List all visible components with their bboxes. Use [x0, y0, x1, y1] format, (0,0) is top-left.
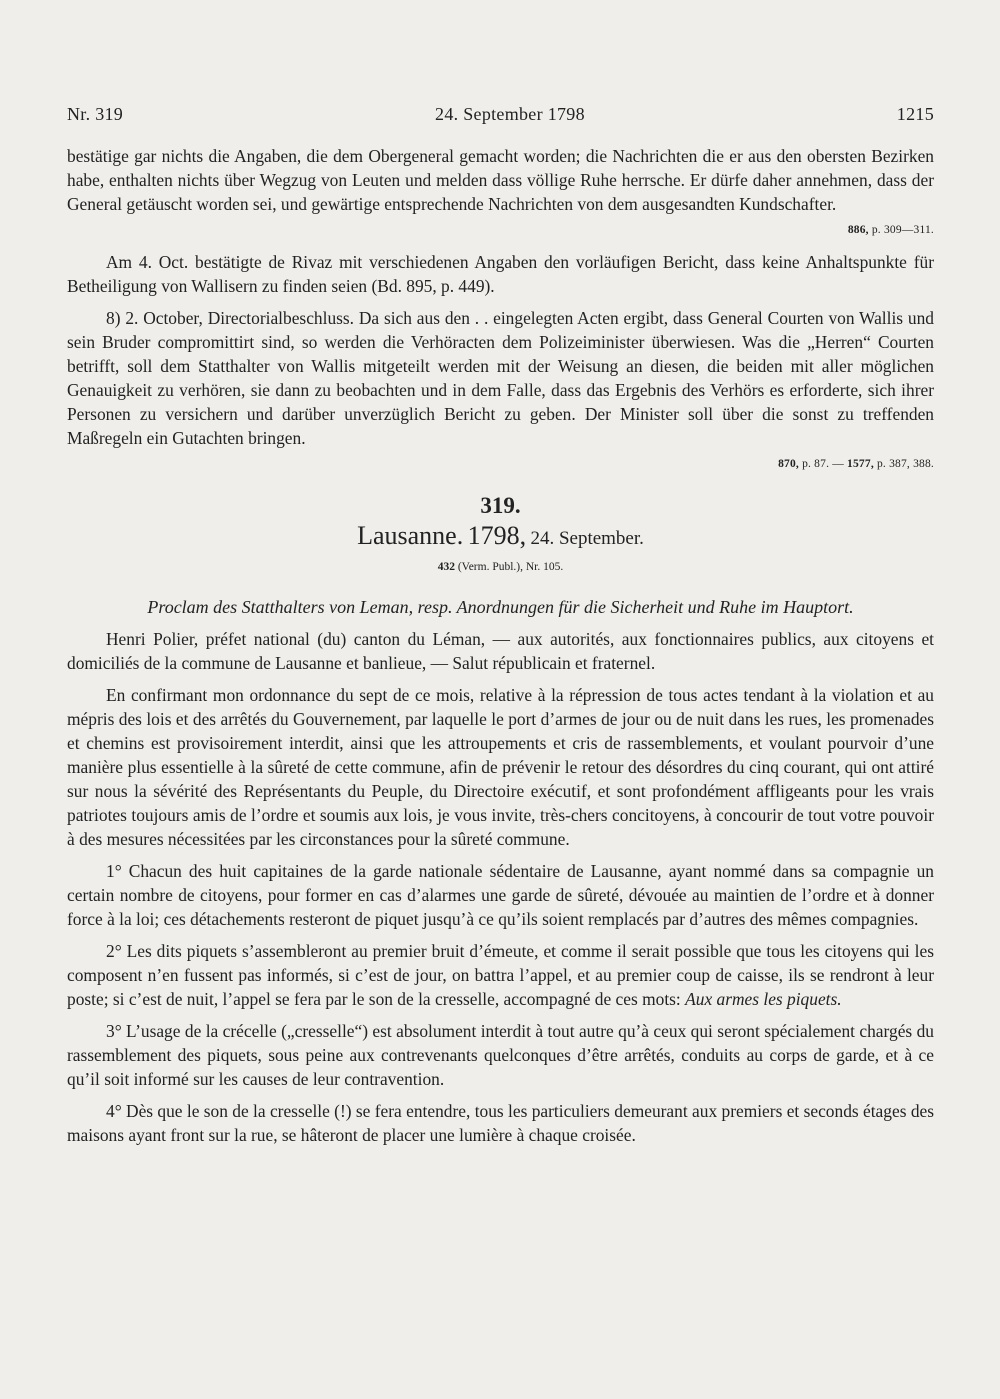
article-1: 1° Chacun des huit capitaines de la garde nationale sédentaire de Lausanne, ayant nommé dans sa compagnie un certain nombre de citoyens, pour former en cas d’alarmes une garde de sûreté, dévouée au maintien de l’ordre et à donner force à la loi; ces détachements resteront de piquet jusqu’à ce qu’ils soient remplacés par d’autres des mêmes compagnies. — [67, 861, 934, 929]
source-reference: 870, p. 87. — 1577, p. 387, 388. — [778, 458, 934, 470]
running-head — [67, 104, 934, 125]
document-date: 24. September. — [530, 528, 644, 549]
date-header: 24. September 1798 — [435, 104, 585, 124]
source-reference: 886, p. 309—311. — [847, 224, 934, 236]
document-number: 319. — [480, 493, 521, 518]
document-city: Lausanne. — [357, 521, 464, 550]
document-source: 432 (Verm. Publ.), Nr. 105. — [437, 561, 564, 573]
article-4: 4° Dès que le son de la cresselle (!) se fera entendre, tous les particuliers demeurant aux premiers et seconds étages des maisons ayant front sur la rue, se hâteront de placer une lumière à chaque croisée. — [67, 1101, 934, 1145]
document-year: 1798, — [467, 521, 527, 550]
paragraph: Henri Polier, préfet national (du) canton du Léman, — aux autorités, aux fonctionnaires publics, aux citoyens et domiciliés de la commune de Lausanne et banlieue, — Salut républicain et fraternel. — [67, 629, 934, 673]
document-title: Proclam des Statthalters von Leman, resp. Anordnungen für die Sicherheit und Ruhe im Hauptort. — [147, 597, 854, 617]
page-number: 1215 — [896, 104, 934, 124]
paragraph: 8) 2. October, Directorialbeschluss. Da sich aus den . . eingelegten Acten ergibt, dass General Courten von Wallis und sein Bruder compromittirt sind, so werden die Verhöracten dem Polizeiminister überwiesen. Was die „Herren“ Courten betrifft, soll dem Statthalter von Wallis mitgeteilt werden mit der Weisung an diesen, die beiden mit aller möglichen Genauigkeit zu verhören, sie dann zu beobachten und in dem Falle, dass das Ergebnis des Verhörs es erforderte, sich ihrer Personen zu versichern und darüber unverzüglich Bericht zu geben. Der Minister soll über die sonst zu treffenden Maßregeln ein Gutachten bringen. — [67, 308, 934, 448]
paragraph: Am 4. Oct. bestätigte de Rivaz mit verschiedenen Angaben den vorläufigen Bericht, dass keine Anhaltspunkte für Betheiligung von Wallisern zu finden seien (Bd. 895, p. 449). — [67, 252, 934, 296]
paragraph: En confirmant mon ordonnance du sept de ce mois, relative à la répression de tous actes tendant à la violation et au mépris des lois et des arrêtés du Gouvernement, par laquelle le port d’armes de jour ou de nuit dans les rues, les promenades et chemins est provisoirement interdit, ainsi que les attroupements et cris de rassemblements, et voulant pourvoir d’une manière plus essentielle à la sûreté de cette commune, afin de prévenir le retour des désordres du cinq courant, qui ont attiré sur nous la sévérité des Représentants du Peuple, du Directoire exécutif, et sont profondément affligeants pour les vrais patriotes toujours amis de l’ordre et soumis aux lois, je vous invite, très-chers concitoyens, à concourir de tout votre pouvoir à des mesures nécessitées par les circonstances pour la sûreté commune. — [67, 685, 934, 849]
article-3: 3° L’usage de la crécelle („cresselle“) est absolument interdit à tout autre qu’à ceux qui seront spécialement chargés du rassemblement des piquets, sous peine aux contrevenants quelconques d’être arrêtés, conduits au corps de garde, et à ce qu’il soit informé sur les causes de leur contravention. — [67, 1021, 934, 1089]
body-text — [67, 144, 934, 1155]
document-number-header: Nr. 319 — [67, 104, 124, 124]
article-2: 2° Les dits piquets s’assembleront au premier bruit d’émeute, et comme il serait possible que tous les citoyens qui les composent n’en fussent pas informés, si c’est de jour, on battra l’appel, et au premier coup de caisse, ils se rendront à leur poste; si c’est de nuit, l’appel se fera par le son de la cresselle, accompagné de ces mots: Aux armes les piquets. — [67, 941, 934, 1009]
document-place-date — [67, 521, 934, 551]
paragraph: bestätige gar nichts die Angaben, die dem Obergeneral gemacht worden; die Nachrichten die er aus den obersten Bezirken habe, enthalten nichts über Wegzug von Leuten und melden dass völlige Ruhe herrsche. Er dürfe daher annehmen, dass der General getäuscht worden sei, und gewärtige entsprechende Nachrichten von dem ausgesandten Kundschafter. — [67, 146, 934, 214]
